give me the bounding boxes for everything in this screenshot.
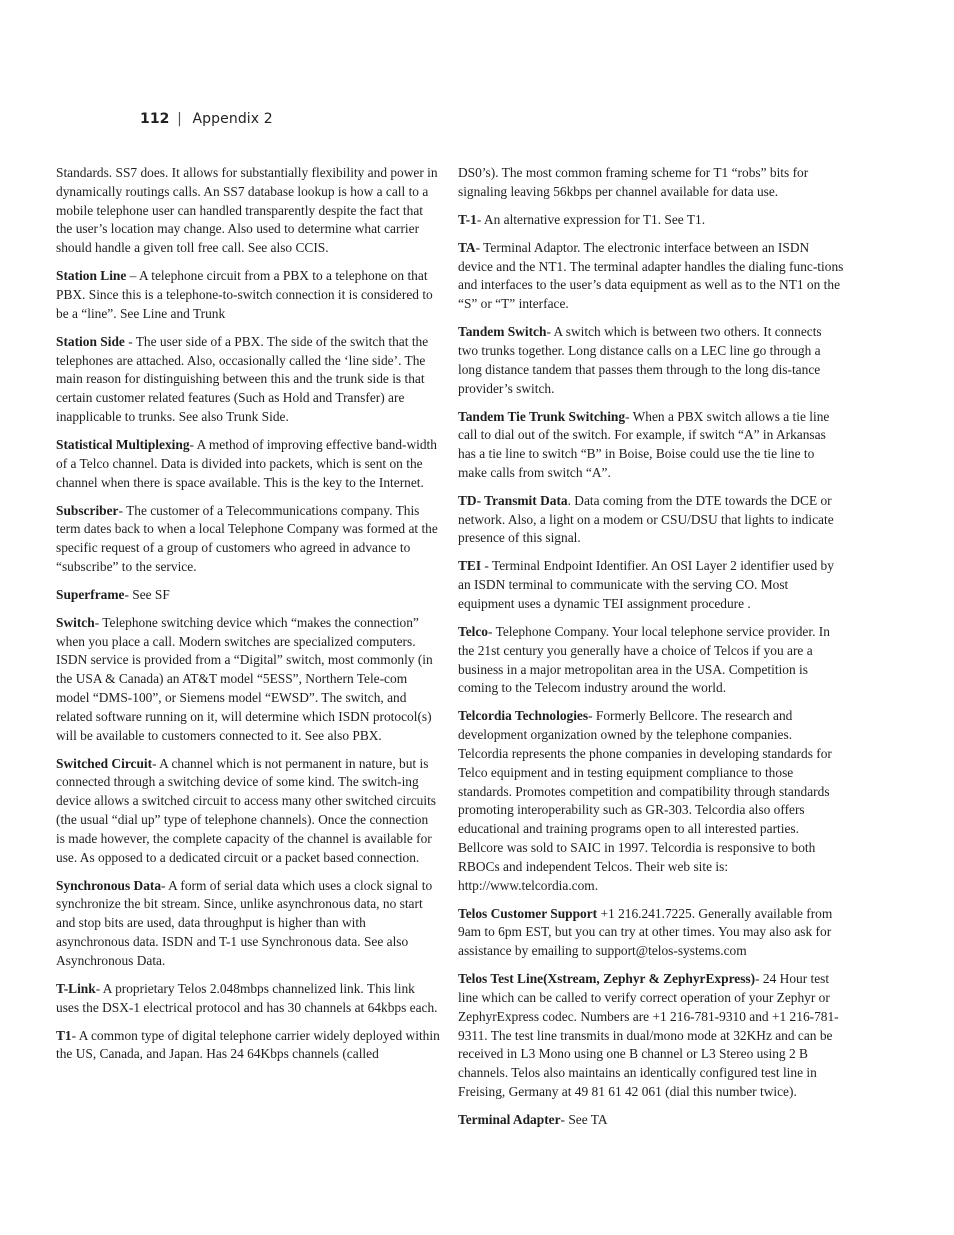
glossary-entry bbox=[458, 492, 844, 548]
entry-term: Subscriber bbox=[56, 502, 119, 518]
entry-definition: - When a PBX switch allows a tie line call to dial out of the switch. For example, if switch “A” in Arkansas has a tie line to switch “B” in Boise, Boise could use the tie line to make calls from switch “A”. bbox=[458, 408, 830, 480]
entry-definition: - A switch which is between two others. It connects two trunks together. Long distance calls on a LEC line go through a long distance tandem that passes them through to the long dis-tance provider’s switch. bbox=[458, 324, 822, 396]
entry-term: T1 bbox=[56, 1027, 72, 1043]
glossary-entry bbox=[56, 164, 440, 258]
entry-term: TD- Transmit Data bbox=[458, 492, 568, 508]
entry-definition: - 24 Hour test line which can be called to verify correct operation of your Zephyr or ZephyrExpress codec. Numbers are +1 216-781-9310 and +1 216-781-9311. The test line transmits in dual/mono mode at 32KHz and can be received in L3 Mono using one B channel or L3 Stereo using 2 B channels. Telos also maintains an identically configured test line in Freising, Germany at 49 81 61 42 061 (dial this number twice). bbox=[458, 971, 839, 1099]
glossary-entry bbox=[458, 1111, 844, 1130]
glossary-entry bbox=[458, 623, 844, 698]
glossary-entry bbox=[458, 905, 844, 961]
entry-definition: - The user side of a PBX. The side of the switch that the telephones are attached. Also, occasionally called the ‘line side’. The main reason for distinguishing between this and the trunk side is that certain customer related features (Such as Hold and Transfer) are inapplicable to trunks. See also Trunk Side. bbox=[56, 333, 429, 424]
entry-definition: - Telephone Company. Your local telephone service provider. In the 21st century you generally have a choice of Telcos if you are a business in a major metropolitan area in the USA. Competition is coming to the Telecom industry around the world. bbox=[458, 624, 830, 696]
glossary-entry bbox=[458, 323, 844, 398]
entry-definition: Standards. SS7 does. It allows for substantially flexibility and power in dynamically routings calls. An SS7 database lookup is how a call to a mobile telephone user can handled transparently despite the fact that the user’s location may change. Also used to determine what carrier should handle a given toll free call. See also CCIS. bbox=[56, 165, 438, 256]
entry-definition: . Data coming from the DTE towards the DCE or network. Also, a light on a modem or CSU/DSU that lights to indicate presence of this signal. bbox=[458, 492, 834, 546]
entry-definition: - A proprietary Telos 2.048mbps channelized link. This link uses the DSX-1 electrical protocol and has 30 channels at 64kbps each. bbox=[56, 980, 438, 1015]
glossary-entry bbox=[56, 333, 440, 427]
entry-term: Tandem Tie Trunk Switching bbox=[458, 408, 626, 424]
entry-term: Statistical Multiplexing bbox=[56, 436, 190, 452]
entry-term: TA bbox=[458, 239, 476, 255]
glossary-entry bbox=[56, 1027, 440, 1065]
entry-term: Telco bbox=[458, 624, 489, 640]
glossary-entry bbox=[56, 502, 440, 577]
entry-definition: - An alternative expression for T1. See T1. bbox=[476, 211, 706, 227]
glossary-entry bbox=[56, 755, 440, 868]
glossary-entry bbox=[458, 970, 844, 1102]
entry-term: Station Line bbox=[56, 268, 127, 284]
section-title: Appendix 2 bbox=[192, 111, 273, 127]
entry-definition: +1 216.241.7225. Generally available from 9am to 6pm EST, but you can try at other times. You may also ask for assistance by emailing to support@telos-systems.com bbox=[458, 905, 833, 959]
entry-definition: – A telephone circuit from a PBX to a telephone on that PBX. Since this is a telephone-to-switch connection it is considered to be a “line”. See Line and Trunk bbox=[56, 268, 433, 321]
right-column bbox=[458, 164, 844, 1139]
entry-definition: - The customer of a Telecommunications company. This term dates back to when a local Telephone Company was formed at the specific request of a group of customers who agreed in advance to “subscribe” to the service. bbox=[56, 502, 438, 574]
entry-term: Switched Circuit bbox=[56, 755, 153, 771]
entry-definition: - Formerly Bellcore. The research and development organization owned by the telephone companies. Telcordia represents the phone companies in developing standards for Telco equipment and in testing equipment compliance to those standards. Promotes competition and compatibility through standards promoting interoperability such as GR-303. Telcordia also offers educational and training programs open to all interested parties. Bellcore was sold to SAIC in 1997. Telcordia is responsive to both RBOCs and independent Telcos. Their web site is: http://www.telcordia.com. bbox=[458, 708, 832, 893]
glossary-entry bbox=[56, 614, 440, 746]
left-column bbox=[56, 164, 440, 1073]
glossary-entry bbox=[458, 164, 844, 202]
glossary-entry bbox=[56, 267, 440, 323]
entry-term: Station Side bbox=[56, 333, 125, 349]
entry-definition: - Terminal Endpoint Identifier. An OSI Layer 2 identifier used by an ISDN terminal to communicate with the serving CO. Most equipment uses a dynamic TEI assignment procedure . bbox=[458, 558, 834, 612]
entry-term: Terminal Adapter bbox=[458, 1111, 561, 1127]
entry-definition: - See TA bbox=[560, 1111, 608, 1127]
glossary-entry bbox=[56, 877, 440, 971]
glossary-entry bbox=[458, 239, 844, 314]
header-separator: | bbox=[177, 111, 182, 127]
entry-term: Telcordia Technologies bbox=[458, 708, 589, 724]
entry-term: Telos Customer Support bbox=[458, 905, 598, 921]
glossary-entry bbox=[458, 707, 844, 895]
entry-term: Superframe bbox=[56, 586, 125, 602]
entry-definition: - See SF bbox=[124, 586, 170, 602]
entry-term: T-Link bbox=[56, 980, 96, 996]
entry-term: TEI bbox=[458, 558, 482, 574]
entry-definition: DS0’s). The most common framing scheme for T1 “robs” bits for signaling leaving 56kbps per channel available for data use. bbox=[458, 165, 809, 199]
glossary-entry bbox=[458, 557, 844, 613]
page-header bbox=[140, 111, 273, 127]
glossary-entry bbox=[56, 586, 440, 605]
glossary-entry bbox=[458, 211, 844, 230]
entry-term: T-1 bbox=[458, 211, 477, 227]
entry-definition: - A form of serial data which uses a clock signal to synchronize the bit stream. Since, unlike asynchronous data, no start and stop bits are used, data throughput is higher than with asynchronous data. ISDN and T-1 use Synchronous data. See also Asynchronous Data. bbox=[56, 877, 433, 968]
entry-term: Synchronous Data bbox=[56, 877, 162, 893]
glossary-entry bbox=[56, 980, 440, 1018]
page-number: 112 bbox=[140, 111, 170, 127]
entry-definition: - A common type of digital telephone carrier widely deployed within the US, Canada, and Japan. Has 24 64Kbps channels (called bbox=[56, 1027, 440, 1062]
entry-definition: - Telephone switching device which “makes the connection” when you place a call. Modern switches are specialized computers. ISDN service is provided from a “Digital” switch, most commonly (in the USA & Canada) an AT&T model “5ESS”, Northern Tele-com model “DMS-100”, or Siemens model “EWSD”. The switch, and related software running on it, will determine which ISDN protocol(s) will be available to customers connected to it. See also PBX. bbox=[56, 614, 433, 743]
entry-definition: - A channel which is not permanent in nature, but is connected through a switching device of some kind. The switch-ing device allows a switched circuit to access many other switched circuits (the usual “dial up” type of telephone channels). Once the connection is made however, the complete capacity of the channel is available for use. As opposed to a dedicated circuit or a packet based connection. bbox=[56, 755, 437, 865]
glossary-entry bbox=[458, 408, 844, 483]
entry-term: Switch bbox=[56, 614, 95, 630]
entry-definition: - A method of improving effective band-width of a Telco channel. Data is divided into packets, which is sent on the channel when there is space available. This is the key to the Internet. bbox=[56, 436, 437, 490]
entry-term: Telos Test Line(Xstream, Zephyr & ZephyrExpress) bbox=[458, 971, 756, 987]
entry-definition: - Terminal Adaptor. The electronic interface between an ISDN device and the NT1. The terminal adapter handles the dialing func-tions and interfaces to the user’s data equipment as well as to the NT1 on the “S” or “T” interface. bbox=[458, 239, 844, 312]
entry-term: Tandem Switch bbox=[458, 324, 547, 340]
glossary-entry bbox=[56, 436, 440, 492]
